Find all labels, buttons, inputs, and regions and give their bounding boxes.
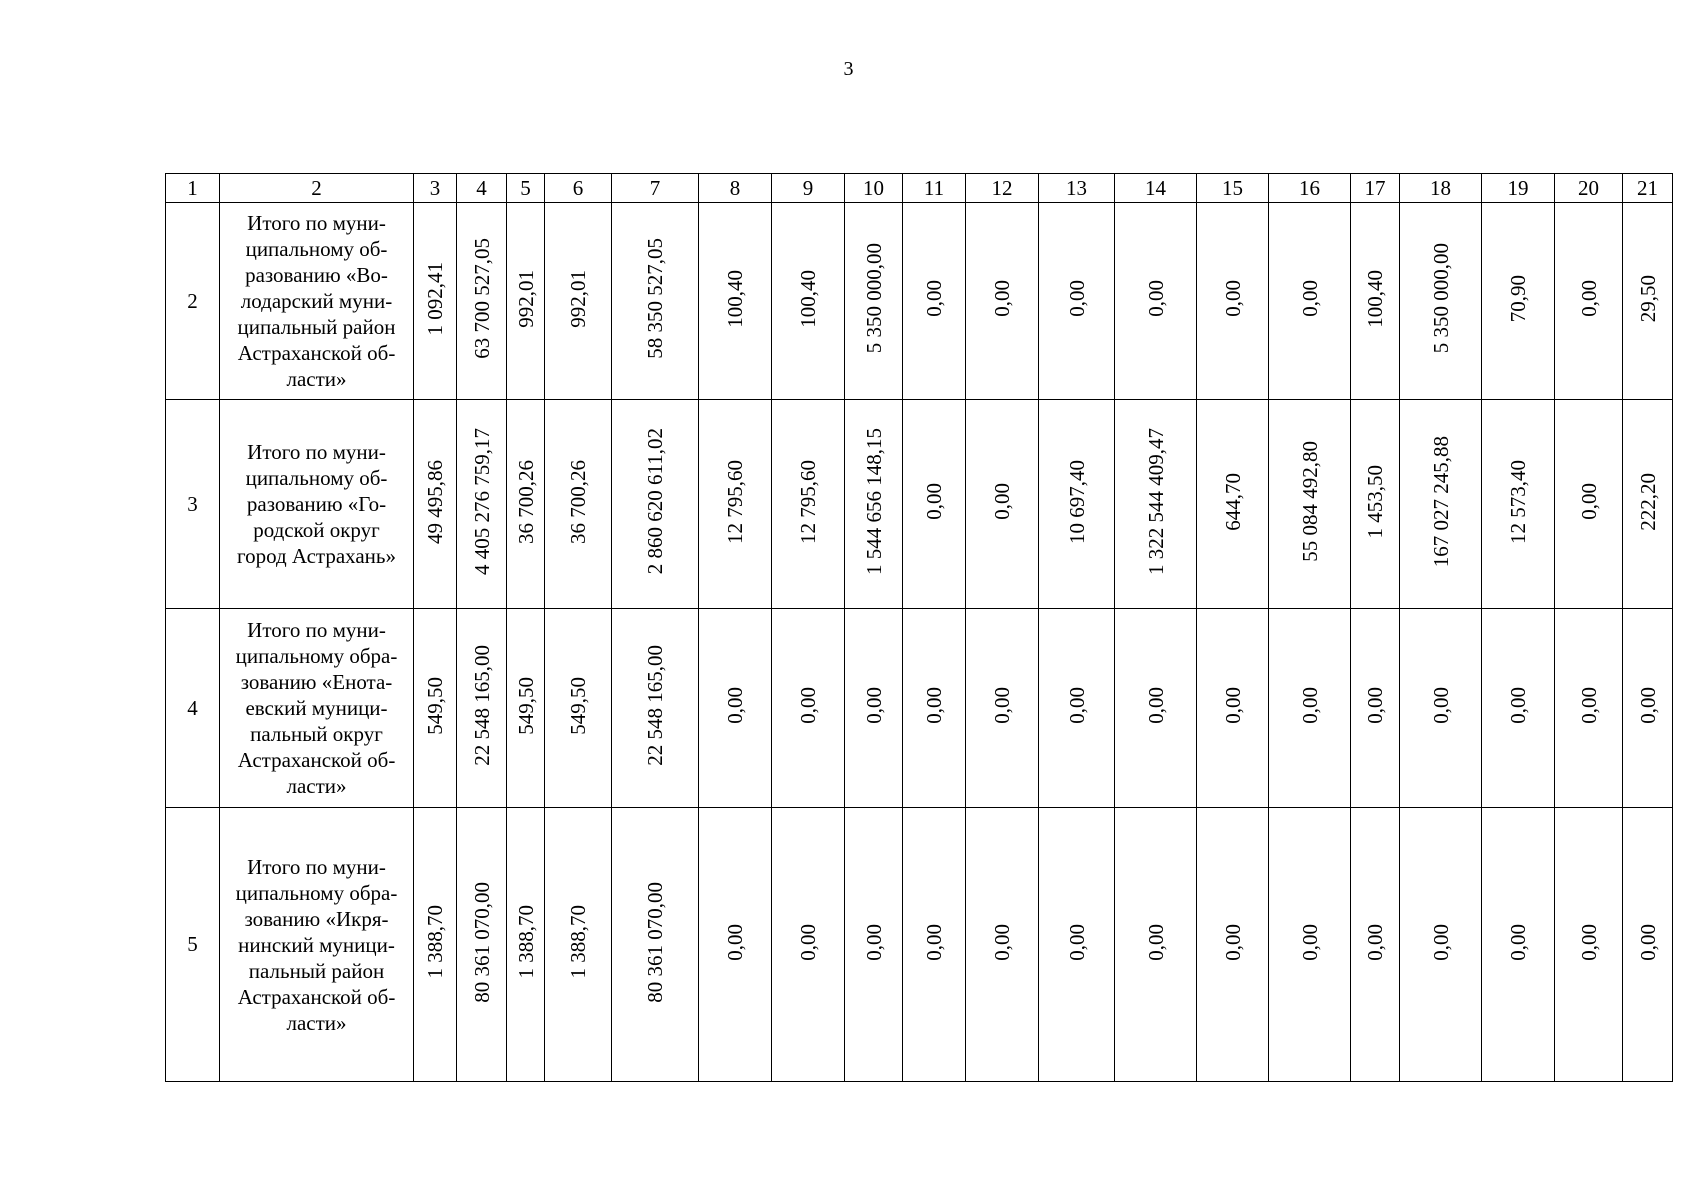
municipality-name-cell	[220, 808, 414, 1082]
value-cell	[1555, 808, 1623, 1082]
value-text: 167 027 245,88	[1428, 435, 1453, 568]
value-cell	[1482, 400, 1555, 609]
value-text: 0,00	[1428, 687, 1453, 724]
value-text: 549,50	[423, 676, 447, 735]
value-cell	[414, 400, 457, 609]
column-number-cell: 2	[220, 174, 414, 203]
column-number-cell: 16	[1269, 174, 1351, 203]
value-cell	[1555, 203, 1623, 400]
value-text: 0,00	[1220, 923, 1245, 961]
value-cell	[1400, 400, 1482, 609]
value-cell	[1555, 609, 1623, 808]
value-cell	[699, 609, 772, 808]
municipality-name-line: родской округ	[253, 518, 380, 542]
column-number-cell: 17	[1351, 174, 1400, 203]
column-number-cell: 11	[903, 174, 966, 203]
value-cell	[845, 808, 903, 1082]
value-cell	[507, 609, 545, 808]
value-text: 10 697,40	[1064, 459, 1089, 544]
value-text: 22 548 165,00	[643, 645, 667, 766]
municipality-name-line: зованию «Енота-	[240, 670, 393, 694]
value-cell	[903, 203, 966, 400]
value-text: 36 700,26	[566, 459, 590, 544]
value-cell	[545, 609, 612, 808]
value-text: 4 405 276 759,17	[469, 428, 494, 575]
value-cell	[1039, 400, 1115, 609]
value-cell	[966, 400, 1039, 609]
municipality-name-line: Итого по муни-	[247, 211, 386, 235]
value-text: 992,01	[513, 269, 538, 328]
value-cell	[1197, 203, 1269, 400]
value-text: 992,01	[566, 269, 590, 328]
column-number-cell: 9	[772, 174, 845, 203]
value-cell	[772, 203, 845, 400]
value-cell	[612, 400, 699, 609]
value-cell	[457, 609, 507, 808]
value-cell	[457, 808, 507, 1082]
column-number-cell: 12	[966, 174, 1039, 203]
value-text: 0,00	[1363, 687, 1387, 724]
column-number-cell: 21	[1623, 174, 1673, 203]
municipality-name-cell	[220, 609, 414, 808]
municipality-name-line: ципальному об-	[245, 466, 388, 490]
value-text: 0,00	[861, 923, 886, 961]
value-text: 0,00	[1143, 687, 1168, 724]
value-cell	[1482, 808, 1555, 1082]
value-text: 100,40	[1363, 269, 1387, 328]
value-text: 1 388,70	[423, 905, 447, 979]
value-text: 0,00	[796, 687, 820, 724]
value-text: 0,00	[1297, 687, 1322, 724]
value-cell	[1351, 400, 1400, 609]
page-number: 3	[843, 58, 854, 80]
municipality-name-line: Итого по муни-	[247, 854, 386, 879]
value-text: 0,00	[990, 687, 1014, 724]
value-cell	[1269, 203, 1351, 400]
value-cell	[545, 203, 612, 400]
value-cell	[1115, 609, 1197, 808]
value-cell	[612, 808, 699, 1082]
value-cell	[1197, 609, 1269, 808]
value-text: 0,00	[796, 923, 820, 961]
value-text: 0,00	[1428, 923, 1453, 961]
value-text: 80 361 070,00	[469, 881, 494, 1003]
value-text: 12 795,60	[723, 459, 747, 544]
value-cell	[1482, 609, 1555, 808]
value-cell	[699, 203, 772, 400]
municipality-name-line: пальный округ	[250, 722, 383, 746]
municipality-name-line: ласти»	[286, 367, 347, 391]
municipality-name-cell	[220, 203, 414, 400]
value-text: 36 700,26	[513, 459, 538, 544]
value-text: 80 361 070,00	[643, 881, 667, 1003]
row-number-cell: 5	[166, 808, 220, 1082]
value-cell	[457, 203, 507, 400]
column-number-cell: 5	[507, 174, 545, 203]
municipality-name-line: ласти»	[286, 1010, 347, 1035]
value-cell	[1400, 808, 1482, 1082]
municipality-name-line: евский муници-	[245, 696, 388, 720]
value-cell	[1623, 203, 1673, 400]
value-text: 644,70	[1220, 472, 1245, 531]
municipality-name-line: ципальному обра-	[235, 644, 398, 668]
municipality-name-cell	[220, 400, 414, 609]
value-cell	[507, 203, 545, 400]
value-text: 0,00	[1635, 687, 1660, 724]
value-text: 0,00	[1143, 923, 1168, 961]
value-cell	[1197, 808, 1269, 1082]
value-cell	[1623, 400, 1673, 609]
value-text: 0,00	[1576, 687, 1601, 724]
municipality-name-line: пальный район	[248, 958, 385, 983]
municipality-name-line: город Астрахань»	[237, 544, 396, 568]
value-cell	[903, 808, 966, 1082]
municipality-name-line: ципальный район	[237, 315, 396, 339]
municipality-name-line: ципальному обра-	[235, 880, 398, 905]
value-cell	[772, 609, 845, 808]
table-row	[166, 609, 1673, 808]
value-cell	[772, 400, 845, 609]
value-cell	[1623, 609, 1673, 808]
column-number-cell: 7	[612, 174, 699, 203]
value-cell	[1115, 400, 1197, 609]
table-row	[166, 400, 1673, 609]
value-text: 0,00	[861, 687, 886, 724]
value-cell	[699, 400, 772, 609]
value-text: 0,00	[1297, 280, 1322, 317]
column-number-cell: 3	[414, 174, 457, 203]
value-cell	[966, 609, 1039, 808]
row-number-cell: 3	[166, 400, 220, 609]
value-text: 0,00	[1576, 483, 1601, 520]
value-cell	[699, 808, 772, 1082]
value-cell	[1115, 203, 1197, 400]
value-text: 5 350 000,00	[1428, 243, 1453, 354]
value-text: 0,00	[723, 923, 747, 961]
municipality-name-line: Итого по муни-	[247, 440, 386, 464]
value-text: 70,90	[1506, 274, 1530, 323]
value-text: 1 453,50	[1363, 464, 1387, 539]
column-number-cell: 19	[1482, 174, 1555, 203]
value-text: 2 860 620 611,02	[643, 428, 667, 575]
value-cell	[507, 400, 545, 609]
value-text: 1 388,70	[566, 905, 590, 979]
value-text: 0,00	[723, 687, 747, 724]
column-number-row	[166, 174, 1673, 203]
column-number-cell: 13	[1039, 174, 1115, 203]
value-cell	[772, 808, 845, 1082]
municipality-name-line: ласти»	[286, 774, 347, 798]
value-cell	[414, 808, 457, 1082]
value-text: 549,50	[513, 676, 538, 735]
value-text: 0,00	[990, 483, 1014, 520]
value-cell	[1555, 400, 1623, 609]
value-text: 22 548 165,00	[469, 645, 494, 766]
value-text: 0,00	[922, 923, 946, 961]
row-number-cell: 2	[166, 203, 220, 400]
column-number-cell: 1	[166, 174, 220, 203]
value-text: 1 322 544 409,47	[1143, 428, 1168, 575]
value-text: 0,00	[1506, 687, 1530, 724]
value-cell	[1351, 808, 1400, 1082]
municipality-name-line: разованию «Во-	[245, 263, 388, 287]
value-cell	[1400, 203, 1482, 400]
value-text: 1 544 656 148,15	[861, 428, 886, 575]
value-cell	[545, 808, 612, 1082]
value-cell	[903, 609, 966, 808]
value-text: 0,00	[1064, 923, 1089, 961]
column-number-cell: 20	[1555, 174, 1623, 203]
value-cell	[845, 203, 903, 400]
municipality-name-line: Астраханской об-	[237, 748, 396, 772]
value-text: 1 388,70	[513, 905, 538, 979]
municipality-name-line: Итого по муни-	[247, 618, 386, 642]
column-number-cell: 18	[1400, 174, 1482, 203]
value-text: 222,20	[1635, 472, 1660, 531]
column-number-cell: 10	[845, 174, 903, 203]
value-cell	[612, 609, 699, 808]
value-cell	[507, 808, 545, 1082]
municipality-name-line: лодарский муни-	[240, 289, 393, 313]
value-cell	[545, 400, 612, 609]
column-number-cell: 15	[1197, 174, 1269, 203]
value-text: 49 495,86	[423, 459, 447, 544]
value-cell	[1482, 203, 1555, 400]
municipality-name-line: зованию «Икря-	[244, 906, 389, 931]
value-text: 63 700 527,05	[469, 238, 494, 359]
value-cell	[845, 609, 903, 808]
table-row	[166, 808, 1673, 1082]
column-number-cell: 4	[457, 174, 507, 203]
value-cell	[845, 400, 903, 609]
value-cell	[414, 609, 457, 808]
value-cell	[1039, 609, 1115, 808]
value-cell	[1623, 808, 1673, 1082]
value-cell	[1351, 203, 1400, 400]
data-table	[165, 173, 1673, 1082]
municipality-name-line: нинский муници-	[238, 932, 395, 957]
value-text: 58 350 527,05	[643, 238, 667, 359]
value-cell	[966, 808, 1039, 1082]
value-text: 55 084 492,80	[1297, 441, 1322, 562]
value-cell	[1039, 203, 1115, 400]
value-text: 12 795,60	[796, 459, 820, 544]
value-text: 0,00	[922, 687, 946, 724]
value-text: 0,00	[1064, 280, 1089, 317]
municipality-name-line: разованию «Го-	[246, 492, 387, 516]
municipality-name-line: ципальному об-	[245, 237, 388, 261]
value-text: 549,50	[566, 676, 590, 735]
value-text: 0,00	[1220, 280, 1245, 317]
column-number-cell: 6	[545, 174, 612, 203]
table-row	[166, 203, 1673, 400]
column-number-cell: 8	[699, 174, 772, 203]
value-text: 0,00	[922, 483, 946, 520]
value-text: 0,00	[990, 923, 1014, 961]
value-cell	[1197, 400, 1269, 609]
value-cell	[966, 203, 1039, 400]
value-text: 0,00	[1363, 923, 1387, 961]
value-text: 0,00	[1635, 923, 1660, 961]
column-number-cell: 14	[1115, 174, 1197, 203]
value-cell	[903, 400, 966, 609]
value-cell	[1269, 808, 1351, 1082]
value-text: 100,40	[796, 269, 820, 328]
value-cell	[1269, 400, 1351, 609]
value-text: 0,00	[1064, 687, 1089, 724]
value-text: 1 092,41	[423, 261, 447, 336]
value-text: 0,00	[1220, 687, 1245, 724]
value-text: 100,40	[723, 269, 747, 328]
value-text: 0,00	[1297, 923, 1322, 961]
municipality-name-line: Астраханской об-	[237, 341, 396, 365]
value-text: 0,00	[1143, 280, 1168, 317]
value-cell	[1269, 609, 1351, 808]
value-text: 12 573,40	[1506, 459, 1530, 544]
row-number-cell: 4	[166, 609, 220, 808]
value-text: 0,00	[1576, 280, 1601, 317]
municipality-name-line: Астраханской об-	[237, 984, 396, 1009]
value-cell	[1400, 609, 1482, 808]
value-text: 0,00	[990, 280, 1014, 317]
value-cell	[1115, 808, 1197, 1082]
value-text: 0,00	[1506, 923, 1530, 961]
value-text: 5 350 000,00	[861, 243, 886, 354]
value-cell	[457, 400, 507, 609]
value-cell	[612, 203, 699, 400]
value-cell	[1351, 609, 1400, 808]
value-text: 0,00	[1576, 923, 1601, 961]
value-cell	[1039, 808, 1115, 1082]
value-cell	[414, 203, 457, 400]
value-text: 29,50	[1635, 274, 1660, 323]
value-text: 0,00	[922, 280, 946, 317]
